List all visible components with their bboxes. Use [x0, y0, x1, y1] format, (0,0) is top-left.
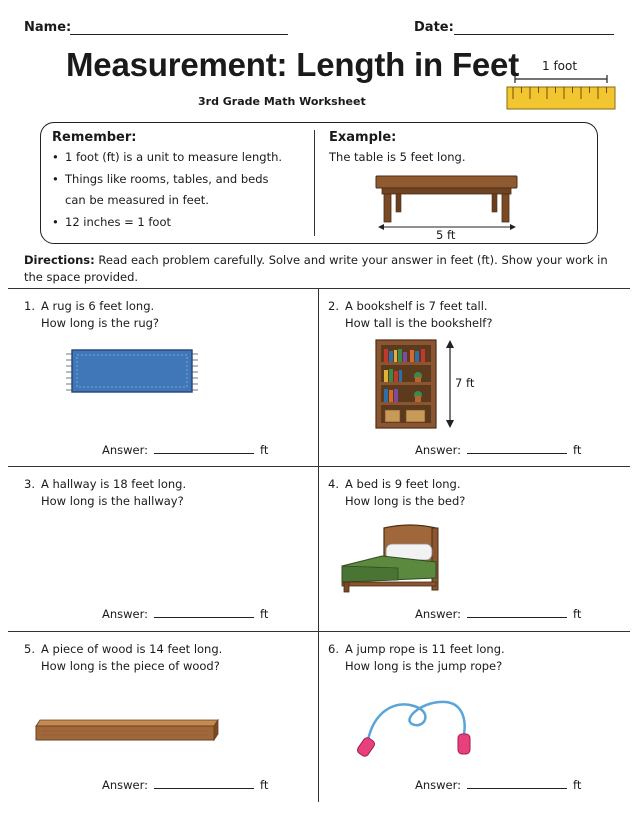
- answer-field-4[interactable]: [467, 608, 567, 618]
- answer-unit: ft: [260, 607, 269, 621]
- answer-unit: ft: [260, 443, 269, 457]
- answer-field-6[interactable]: [467, 779, 567, 789]
- problem-2: [328, 298, 492, 332]
- name-label: Name:: [24, 20, 72, 35]
- remember-bullet: • 12 inches = 1 foot: [52, 212, 292, 234]
- answer-unit: ft: [573, 607, 582, 621]
- problem-question: How long is the bed?: [345, 494, 466, 508]
- problem-question: How long is the piece of wood?: [41, 659, 220, 673]
- problem-3: [24, 476, 186, 510]
- problem-number: 5.: [24, 642, 35, 656]
- remember-bullet: • Things like rooms, tables, and beds can be measured in feet.: [52, 169, 292, 212]
- problem-number: 2.: [328, 299, 339, 313]
- answer-field-3[interactable]: [154, 608, 254, 618]
- answer-row-3: [102, 607, 268, 621]
- bookshelf-dimension: 7 ft: [455, 376, 475, 390]
- answer-label: Answer:: [415, 778, 462, 792]
- problem-question: How long is the jump rope?: [345, 659, 503, 673]
- rug-icon: [64, 346, 200, 396]
- page-subtitle: 3rd Grade Math Worksheet: [198, 95, 366, 108]
- answer-row-2: [415, 443, 581, 457]
- grid-line: [318, 288, 319, 802]
- problem-statement: A bookshelf is 7 feet tall.: [345, 299, 488, 313]
- answer-field-2[interactable]: [467, 444, 567, 454]
- bookshelf-icon: [374, 338, 464, 430]
- wood-plank-icon: [32, 716, 222, 746]
- answer-row-6: [415, 778, 581, 792]
- grid-line: [8, 288, 630, 289]
- problem-6: [328, 641, 505, 675]
- problem-question: How long is the rug?: [41, 316, 160, 330]
- answer-label: Answer:: [102, 443, 149, 457]
- problem-statement: A jump rope is 11 feet long.: [345, 642, 505, 656]
- remember-bullet: • 1 foot (ft) is a unit to measure length.: [52, 147, 292, 169]
- answer-label: Answer:: [102, 778, 149, 792]
- problem-number: 4.: [328, 477, 339, 491]
- bed-icon: [338, 522, 442, 594]
- problem-1: [24, 298, 159, 332]
- ruler-label: 1 foot: [542, 59, 578, 73]
- answer-label: Answer:: [102, 607, 149, 621]
- example-dimension: 5 ft: [436, 228, 456, 242]
- jump-rope-icon: [354, 694, 480, 760]
- grid-line: [8, 466, 630, 467]
- name-field[interactable]: [70, 19, 288, 35]
- answer-row-1: [102, 443, 268, 457]
- page-title: Measurement: Length in Feet: [66, 46, 519, 83]
- answer-label: Answer:: [415, 443, 462, 457]
- problem-number: 6.: [328, 642, 339, 656]
- grid-line: [8, 631, 630, 632]
- answer-unit: ft: [573, 443, 582, 457]
- problem-statement: A piece of wood is 14 feet long.: [41, 642, 223, 656]
- problem-question: How long is the hallway?: [41, 494, 184, 508]
- answer-unit: ft: [260, 778, 269, 792]
- problem-statement: A hallway is 18 feet long.: [41, 477, 187, 491]
- problem-statement: A rug is 6 feet long.: [41, 299, 155, 313]
- table-icon: [372, 172, 522, 234]
- directions: [24, 252, 614, 286]
- answer-unit: ft: [573, 778, 582, 792]
- date-label: Date:: [414, 20, 454, 35]
- remember-list: [52, 147, 292, 233]
- directions-text: Read each problem carefully. Solve and write your answer in feet (ft). Show your work in the space provided.: [24, 253, 608, 284]
- problem-5: [24, 641, 222, 675]
- problem-4: [328, 476, 465, 510]
- remember-heading: Remember:: [52, 130, 137, 145]
- problem-statement: A bed is 9 feet long.: [345, 477, 461, 491]
- date-field[interactable]: [454, 19, 614, 35]
- directions-label: Directions:: [24, 253, 95, 267]
- problem-number: 1.: [24, 299, 35, 313]
- problem-number: 3.: [24, 477, 35, 491]
- problem-question: How tall is the bookshelf?: [345, 316, 493, 330]
- example-heading: Example:: [329, 130, 397, 145]
- answer-label: Answer:: [415, 607, 462, 621]
- ruler-icon: [505, 70, 617, 112]
- answer-row-5: [102, 778, 268, 792]
- answer-field-5[interactable]: [154, 779, 254, 789]
- remember-divider: [314, 130, 315, 236]
- answer-field-1[interactable]: [154, 444, 254, 454]
- answer-row-4: [415, 607, 581, 621]
- example-text: The table is 5 feet long.: [329, 150, 466, 164]
